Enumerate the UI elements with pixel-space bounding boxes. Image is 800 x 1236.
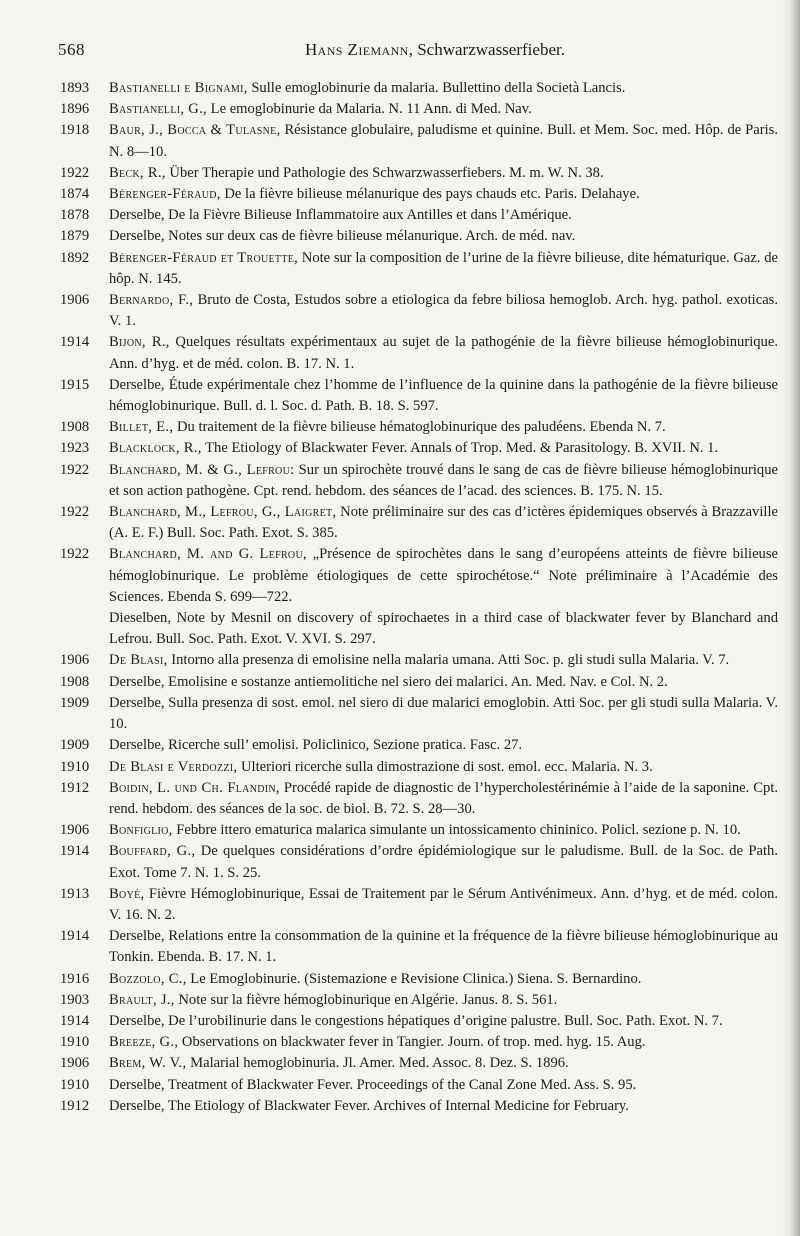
entry-text: Fièvre Hémoglobinurique, Essai de Traitement par le Sérum Antivénimeux. Ann. d’hyg. et de méd. colon. V. 16. N. 2.: [109, 885, 778, 923]
bibliography-entry: [60, 438, 778, 459]
entry-year: 1909: [60, 694, 90, 711]
entry-year: 1906: [60, 1055, 90, 1072]
entry-text: Observations on blackwater fever in Tangier. Journ. of trop. med. hyg. 15. Aug.: [178, 1034, 646, 1051]
bibliography-entry: [60, 78, 778, 99]
entry-text: Derselbe, The Etiology of Blackwater Fever. Archives of Internal Medicine for February.: [109, 1097, 629, 1114]
entry-text: Derselbe, Sulla presenza di sost. emol. nel siero di due malarici emoglobin. Atti Soc. per gli studi sulla Malaria. V. 10.: [109, 694, 778, 733]
entry-text: Intorno alla presenza di emolisine nella malaria umana. Atti Soc. p. gli studi sulla Malaria. V. 7.: [167, 652, 730, 669]
entry-text: Derselbe, Relations entre la consommation de la quinine et la fréquence de la fièvre bilieuse hémoglobinurique au Tonkin. Ebenda. B. 17. N. 1.: [109, 928, 778, 966]
entry-author: Bonfiglio,: [109, 822, 173, 839]
entry-text: Sulle emoglobinurie da malaria. Bullettino della Società Lancis.: [247, 80, 626, 96]
entry-text: Derselbe, Emolisine e sostanze antiemolitiche nel siero dei malarici. An. Med. Nav. e Col. N. 2.: [109, 673, 668, 690]
entry-year: 1903: [60, 991, 90, 1008]
running-title: [305, 40, 565, 60]
entry-text: „Présence de spirochètes dans le sang d’européens atteints de fièvre bilieuse hémoglobinurique. Le problème étiologiques de cette spirochétose.“ Note préliminaire à l’Académie des Sciences. Ebenda S. 699—722.: [109, 546, 778, 605]
entry-text: De la fièvre bilieuse mélanurique des pays chauds etc. Paris. Delahaye.: [220, 186, 640, 203]
entry-author: Boyé,: [109, 885, 145, 902]
page-header: [58, 40, 778, 62]
header-author: Hans Ziemann: [305, 40, 409, 59]
entry-text: Derselbe, De l’urobilinurie dans le congestions hépatiques d’origine palustre. Bull. Soc. Path. Exot. N. 7.: [109, 1012, 723, 1029]
entry-text: The Etiology of Blackwater Fever. Annals of Trop. Med. & Parasitology. B. XVII. N. 1.: [201, 440, 719, 457]
entry-text: Derselbe, Ricerche sull’ emolisi. Policlinico, Sezione pratica. Fasc. 27.: [109, 737, 523, 754]
entry-year: 1879: [60, 228, 90, 245]
entry-year: 1893: [60, 80, 90, 96]
entry-year: 1916: [60, 970, 90, 987]
bibliography-entry: [60, 417, 778, 438]
entry-year: 1912: [60, 779, 90, 796]
bibliography-entry: [60, 778, 778, 820]
bibliography-entry: [60, 693, 778, 735]
entry-year: 1914: [60, 334, 90, 351]
entry-author: Bérenger-Féraud et Trouette,: [109, 249, 299, 266]
entry-year: 1914: [60, 843, 90, 860]
bibliography-entry: [60, 248, 778, 290]
entry-year: 1922: [60, 546, 90, 563]
entry-text: Dieselben, Note by Mesnil on discovery of spirochaetes in a third case of blackwater fever by Blanchard and Lefrou. Bull. Soc. Path. Exot. V. XVI. S. 297.: [109, 610, 778, 648]
entry-text: Über Therapie und Pathologie des Schwarzwasserfiebers. M. m. W. N. 38.: [165, 164, 604, 181]
entry-year: 1912: [60, 1097, 90, 1114]
entry-year: 1896: [60, 101, 90, 118]
bibliography-entry: [60, 820, 778, 841]
entry-author: Blanchard, M. and G. Lefrou,: [109, 546, 307, 563]
entry-year: 1892: [60, 249, 90, 266]
entry-author: Breeze, G.,: [109, 1034, 179, 1051]
bibliography-entry: [60, 375, 778, 417]
entry-author: Blacklock, R.,: [109, 440, 202, 457]
entry-author: Billet, E.,: [109, 419, 174, 436]
entry-author: Bouffard, G.,: [109, 843, 196, 860]
bibliography-entry: [60, 1096, 778, 1117]
bibliography-entry: [60, 120, 778, 162]
entry-year: 1909: [60, 737, 90, 754]
entry-text: Derselbe, Notes sur deux cas de fièvre bilieuse mélanurique. Arch. de méd. nav.: [109, 228, 576, 245]
bibliography-entry: [60, 99, 778, 120]
entry-text: Sur un spirochète trouvé dans le sang de cas de fièvre bilieuse hémoglobinurique et son action pathogène. Cpt. rend. hebdom. des séances de l’acad. des sciences. B. 175. N. 15.: [109, 461, 779, 499]
entry-text: De quelques considérations d’ordre épidémiologique sur le paludisme. Bull. de la Soc. de Path. Exot. Tome 7. N. 1. S. 25.: [109, 843, 778, 881]
page-edge-shadow: [782, 0, 800, 1236]
entry-author: Brem, W. V.,: [109, 1055, 187, 1072]
bibliography-entry: [60, 1053, 778, 1074]
entry-text: Procédé rapide de diagnostic de l’hypercholestérinémie à l’aide de la saponine. Cpt. rend. hebdom. des séances de la soc. de biol. B. 72. S. 28—30.: [109, 779, 779, 817]
entry-text: Note sur la composition de l’urine de la fièvre bilieuse, dite hématurique. Gaz. de hôp. N. 145.: [109, 249, 778, 287]
bibliography-entry: [60, 672, 778, 693]
entry-author: Baur, J., Bocca & Tulasne,: [109, 122, 281, 139]
bibliography-entry: [60, 969, 778, 990]
entry-year: 1913: [60, 885, 90, 902]
entry-year: 1874: [60, 186, 90, 203]
bibliography-entry: [60, 926, 778, 968]
bibliography-entry: [60, 884, 778, 926]
entry-text: Derselbe, Étude expérimentale chez l’homme de l’influence de la quinine dans la pathogénie de la fièvre bilieuse hémoglobinurique. Bull. d. l. Soc. d. Path. B. 18. S. 597.: [109, 376, 778, 415]
bibliography-entry: [60, 650, 778, 671]
entry-author: Bernardo, F.,: [109, 292, 194, 309]
bibliography-entry: [60, 608, 778, 650]
bibliography-list: [60, 78, 778, 1117]
bibliography-entry: [60, 757, 778, 778]
bibliography-entry: [60, 1075, 778, 1096]
entry-year: 1906: [60, 652, 90, 669]
bibliography-entry: [60, 841, 778, 883]
entry-author: Bastianelli e Bignami,: [109, 80, 248, 96]
bibliography-entry: [60, 990, 778, 1011]
entry-text: Ulteriori ricerche sulla dimostrazione di sost. emol. ecc. Malaria. N. 3.: [237, 758, 653, 775]
entry-year: 1915: [60, 376, 90, 393]
bibliography-entry: [60, 460, 778, 502]
entry-text: Le emoglobinurie da Malaria. N. 11 Ann. di Med. Nav.: [207, 101, 532, 118]
entry-author: Bérenger-Féraud,: [109, 186, 221, 203]
bibliography-entry: [60, 184, 778, 205]
entry-year: 1908: [60, 419, 90, 436]
entry-author: Bijon, R.,: [109, 334, 170, 351]
bibliography-entry: [60, 544, 778, 608]
entry-text: Du traitement de la fièvre bilieuse hématoglobinurique des paludéens. Ebenda N. 7.: [173, 419, 666, 436]
entry-text: Bruto de Costa, Estudos sobre a etiologica da febre biliosa hemoglob. Arch. hyg. pathol. exoticas. V. 1.: [109, 292, 778, 330]
entry-year: 1922: [60, 504, 90, 521]
entry-author: De Blasi e Verdozzi,: [109, 758, 238, 775]
entry-text: Le Emoglobinurie. (Sistemazione e Revisione Clinica.) Siena. S. Bernardino.: [186, 970, 642, 987]
bibliography-entry: [60, 290, 778, 332]
entry-text: Note préliminaire sur des cas d’ictères épidemiques observés à Brazzaville (A. E. F.) Bull. Soc. Path. Exot. S. 385.: [109, 504, 778, 542]
entry-text: Note sur la fièvre hémoglobinurique en Algérie. Janus. 8. S. 561.: [174, 991, 558, 1008]
entry-author: De Blasi,: [109, 652, 168, 669]
entry-year: 1910: [60, 758, 90, 775]
bibliography-entry: [60, 1032, 778, 1053]
entry-text: Résistance globulaire, paludisme et quinine. Bull. et Mem. Soc. med. Hôp. de Paris. N. 8—10.: [109, 122, 778, 160]
entry-text: Malarial hemoglobinuria. Jl. Amer. Med. Assoc. 8. Dez. S. 1896.: [186, 1055, 569, 1072]
page-number: 568: [58, 40, 85, 59]
entry-year: 1906: [60, 292, 90, 309]
entry-year: 1923: [60, 440, 90, 457]
entry-year: 1922: [60, 164, 90, 181]
entry-year: 1906: [60, 822, 90, 839]
header-book-title: , Schwarzwasserfieber.: [408, 40, 565, 59]
entry-year: 1914: [60, 928, 90, 945]
bibliography-entry: [60, 226, 778, 247]
entry-year: 1910: [60, 1076, 90, 1093]
entry-year: 1918: [60, 122, 90, 139]
entry-author: Bastianelli, G.,: [109, 101, 207, 118]
entry-year: 1878: [60, 207, 90, 224]
entry-author: Brault, J.,: [109, 991, 175, 1008]
bibliography-entry: [60, 205, 778, 226]
bibliography-entry: [60, 1011, 778, 1032]
bibliography-entry: [60, 163, 778, 184]
entry-text: Derselbe, De la Fièvre Bilieuse Inflammatoire aux Antilles et dans l’Amérique.: [109, 207, 572, 224]
bibliography-entry: [60, 502, 778, 544]
entry-author: Boidin, L. und Ch. Flandin,: [109, 779, 280, 796]
entry-year: 1910: [60, 1034, 90, 1051]
entry-text: Derselbe, Treatment of Blackwater Fever. Proceedings of the Canal Zone Med. Ass. S. 95.: [109, 1076, 637, 1093]
entry-year: 1908: [60, 673, 90, 690]
entry-author: Beck, R.,: [109, 164, 166, 181]
entry-text: Febbre ittero ematurica malarica simulante un intossicamento chininico. Policl. sezione p. N. 10.: [172, 822, 741, 839]
bibliography-entry: [60, 735, 778, 756]
entry-author: Bozzolo, C.,: [109, 970, 187, 987]
entry-text: Quelques résultats expérimentaux au sujet de la pathogénie de la fièvre bilieuse hémoglobinurique. Ann. d’hyg. et de méd. colon. B. 17. N. 1.: [109, 334, 778, 372]
entry-author: Blanchard, M. & G., Lefrou:: [109, 461, 295, 478]
entry-year: 1922: [60, 461, 90, 478]
bibliography-entry: [60, 332, 778, 374]
entry-year: 1914: [60, 1012, 90, 1029]
entry-author: Blanchard, M., Lefrou, G., Laigret,: [109, 504, 337, 521]
